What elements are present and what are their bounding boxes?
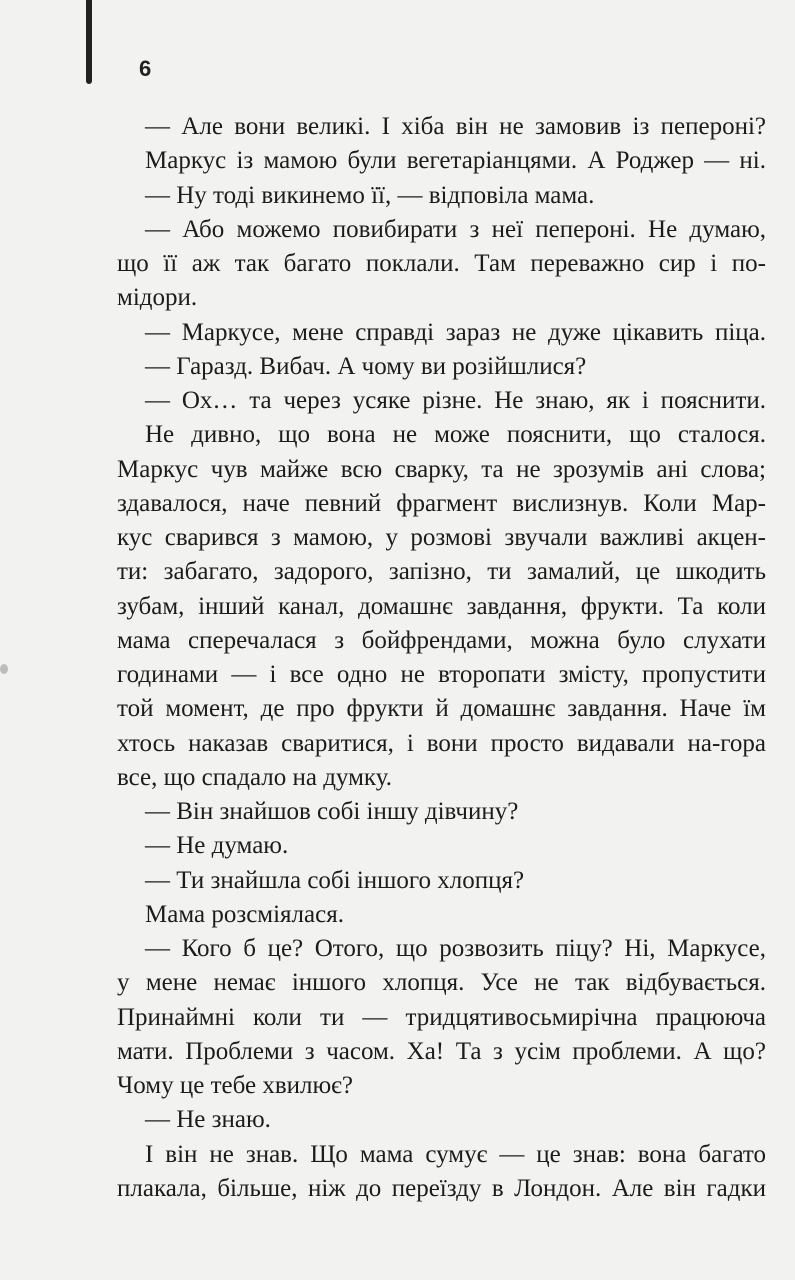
book-spine-edge: [86, 0, 92, 84]
text-line: — Маркусе, мене справді зараз не дуже цікавить піца.: [145, 318, 766, 346]
text-line: Чому це тебе хвилює?: [117, 1072, 353, 1099]
page-number: 6: [139, 56, 152, 81]
text-line: хтось наказав сваритися, і вони просто видавали на-гора: [117, 729, 766, 757]
text-line: Маркус чув майже всю сварку, та не зрозумів ані слова;: [117, 455, 766, 483]
text-line: мама сперечалася з бойфрендами, можна було слухати: [117, 626, 766, 654]
text-line: — Він знайшов собі іншу дівчину?: [145, 798, 519, 825]
body-text: [117, 110, 766, 1206]
text-line: той момент, де про фрукти й домашнє завдання. Наче їм: [117, 695, 766, 723]
text-line: здавалося, наче певний фрагмент вислизнув. Коли Мар-: [117, 489, 766, 517]
text-line: Маркус із мамою були вегетаріанцями. А Роджер — ні.: [145, 147, 766, 175]
text-line: — Кого б це? Отого, що розвозить піцу? Ні, Маркусе,: [145, 935, 766, 962]
text-line: — Або можемо повибирати з неї пепероні. Не думаю,: [145, 215, 766, 243]
text-line: Не дивно, що вона не може пояснити, що сталося.: [145, 421, 766, 449]
text-line: мідори.: [117, 284, 198, 312]
text-line: плакала, більше, ніж до переїзду в Лондон. Але він гадки: [117, 1174, 766, 1202]
text-line: — Але вони великі. І хіба він не замовив із пепероні?: [145, 113, 766, 140]
text-line: кус сварився з мамою, у розмові звучали важливі акцен-: [117, 524, 766, 551]
text-line: мати. Проблеми з часом. Ха! Та з усім проблеми. А що?: [117, 1037, 766, 1065]
text-line: — Ну тоді викинемо її, — відповіла мама.: [145, 181, 595, 209]
text-line: що її аж так багато поклали. Там переважно сир і по-: [117, 250, 766, 277]
text-line: — Гаразд. Вибач. А чому ви розійшлися?: [145, 352, 587, 380]
text-line: — Ти знайшла собі іншого хлопця?: [145, 866, 525, 894]
page-smudge: [0, 664, 8, 674]
text-line: все, що спадало на думку.: [117, 763, 392, 791]
text-line: Принаймні коли ти — тридцятивосьмирічна працююча: [117, 1003, 766, 1031]
text-line: Мама розсміялася.: [145, 900, 344, 928]
text-line: — Ох… та через усяке різне. Не знаю, як і пояснити.: [145, 387, 766, 414]
text-line: І він не знав. Що мама сумує — це знав: вона багато: [145, 1140, 766, 1168]
text-line: зубам, інший канал, домашнє завдання, фрукти. Та коли: [117, 592, 766, 620]
text-line: — Не знаю.: [145, 1106, 271, 1134]
text-line: у мене немає іншого хлопця. Усе не так відбувається.: [117, 969, 766, 997]
text-line: годинами — і все одно не второпати змісту, пропустити: [117, 661, 766, 688]
text-line: — Не думаю.: [145, 832, 289, 860]
text-line: ти: забагато, задорого, запізно, ти замалий, це шкодить: [117, 558, 766, 586]
